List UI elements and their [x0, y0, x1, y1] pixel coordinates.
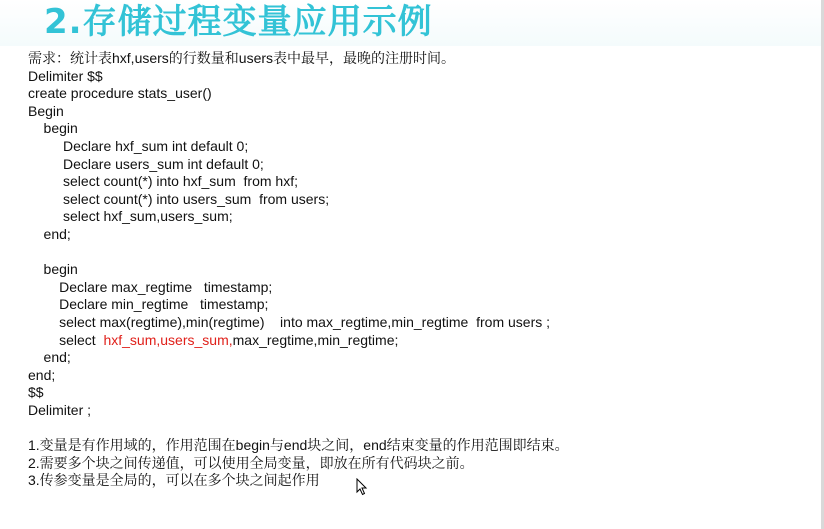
code-line: create procedure stats_user(): [28, 85, 212, 102]
code-line: Delimiter $$: [28, 67, 103, 84]
code-line: begin: [28, 261, 78, 278]
code-line: begin: [28, 120, 78, 137]
highlighted-variables: hxf_sum,users_sum,: [103, 331, 233, 348]
code-line: [28, 244, 818, 262]
code-line: select count(*) into hxf_sum from hxf;: [28, 173, 298, 190]
code-line: end;: [28, 225, 71, 242]
code-line: end;: [28, 366, 56, 383]
code-line: $$: [28, 384, 44, 401]
code-block: [28, 68, 818, 332]
mouse-cursor-icon: [356, 478, 368, 496]
note-line: 3.传参变量是全局的，可以在多个块之间起作用: [28, 472, 320, 489]
code-line: select hxf_sum,users_sum;: [28, 208, 233, 225]
code-line: select max(regtime),min(regtime) into max_regtime,min_regtime from users ;: [28, 313, 551, 330]
note-line: 2.需要多个块之间传递值，可以使用全局变量，即放在所有代码块之前。: [28, 454, 474, 471]
code-line: Declare max_regtime timestamp;: [28, 278, 273, 295]
code-line: Delimiter ;: [28, 401, 92, 418]
note-line: 1.变量是有作用域的，作用范围在begin与end块之间，end结束变量的作用范围即结束。: [28, 437, 569, 454]
code-line: select count(*) into users_sum from users;: [28, 190, 330, 207]
spacer: [28, 419, 818, 437]
code-tail-block: [28, 349, 818, 419]
code-line: Declare users_sum int default 0;: [28, 155, 264, 172]
notes-block: [28, 437, 818, 490]
slide-content: [28, 50, 818, 490]
code-line: end;: [28, 349, 71, 366]
requirement-text: 需求：统计表hxf,users的行数量和users表中最早，最晚的注册时间。: [28, 50, 456, 66]
select-prefix: select: [28, 331, 104, 348]
code-line: Begin: [28, 102, 64, 119]
code-line: Declare min_regtime timestamp;: [28, 296, 269, 313]
code-line-select-highlight: [28, 332, 818, 350]
code-line: Declare hxf_sum int default 0;: [28, 137, 249, 154]
select-suffix: max_regtime,min_regtime;: [232, 331, 399, 348]
slide-title: 2.存储过程变量应用示例: [44, 2, 433, 42]
